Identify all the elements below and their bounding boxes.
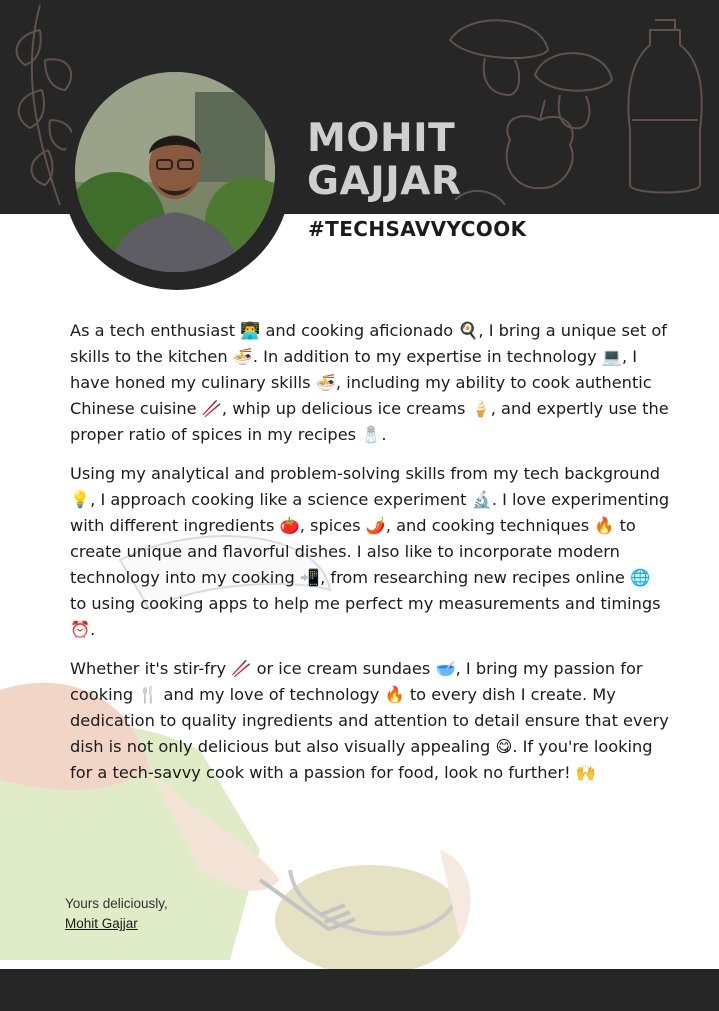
bio-text: [70, 318, 670, 799]
bio-paragraph: As a tech enthusiast 👨‍💻 and cooking aficionado 🍳, I bring a unique set of skills to the kitchen 🍜. In addition to my expertise in technology 💻, I have honed my culinary skills 🍜, including my ability to cook authentic Chinese cuisine 🥢, whip up delicious ice creams 🍦, and expertly use the proper ratio of spices in my recipes 🧂.: [70, 321, 669, 444]
signature-name: Mohit Gajjar: [65, 916, 138, 931]
signature-block: [65, 894, 168, 934]
bio-paragraph: Whether it's stir-fry 🥢 or ice cream sundaes 🥣, I bring my passion for cooking 🍴 and my love of technology 🔥 to every dish I create. My dedication to quality ingredients and attention to detail ensure that every dish is not only delicious but also visually appealing 😋. If you're looking for a tech-savvy cook with a passion for food, look no further! 🙌: [70, 659, 669, 782]
profile-photo: [75, 72, 275, 272]
mushroom-icon: [450, 20, 548, 95]
bio-paragraph: Using my analytical and problem-solving skills from my tech background 💡, I approach cooking like a science experiment 🔬. I love experimenting with different ingredients 🍅, spices 🌶️, and cooking techniques 🔥 to create unique and flavorful dishes. I also like to incorporate modern technology into my cooking 📲, from researching new recipes online 🌐 to using cooking apps to help me perfect my measurements and timings ⏰.: [70, 464, 670, 639]
garlic-icon: [507, 100, 573, 188]
person-name: [307, 117, 461, 203]
footer-band: [0, 969, 719, 1011]
oil-bottle-icon: [628, 20, 701, 193]
last-name: GAJJAR: [307, 159, 462, 204]
first-name: MOHIT: [307, 116, 456, 161]
closing-line: Yours deliciously,: [65, 896, 168, 911]
hashtag: #TECHSAVVYCOOK: [308, 217, 527, 241]
